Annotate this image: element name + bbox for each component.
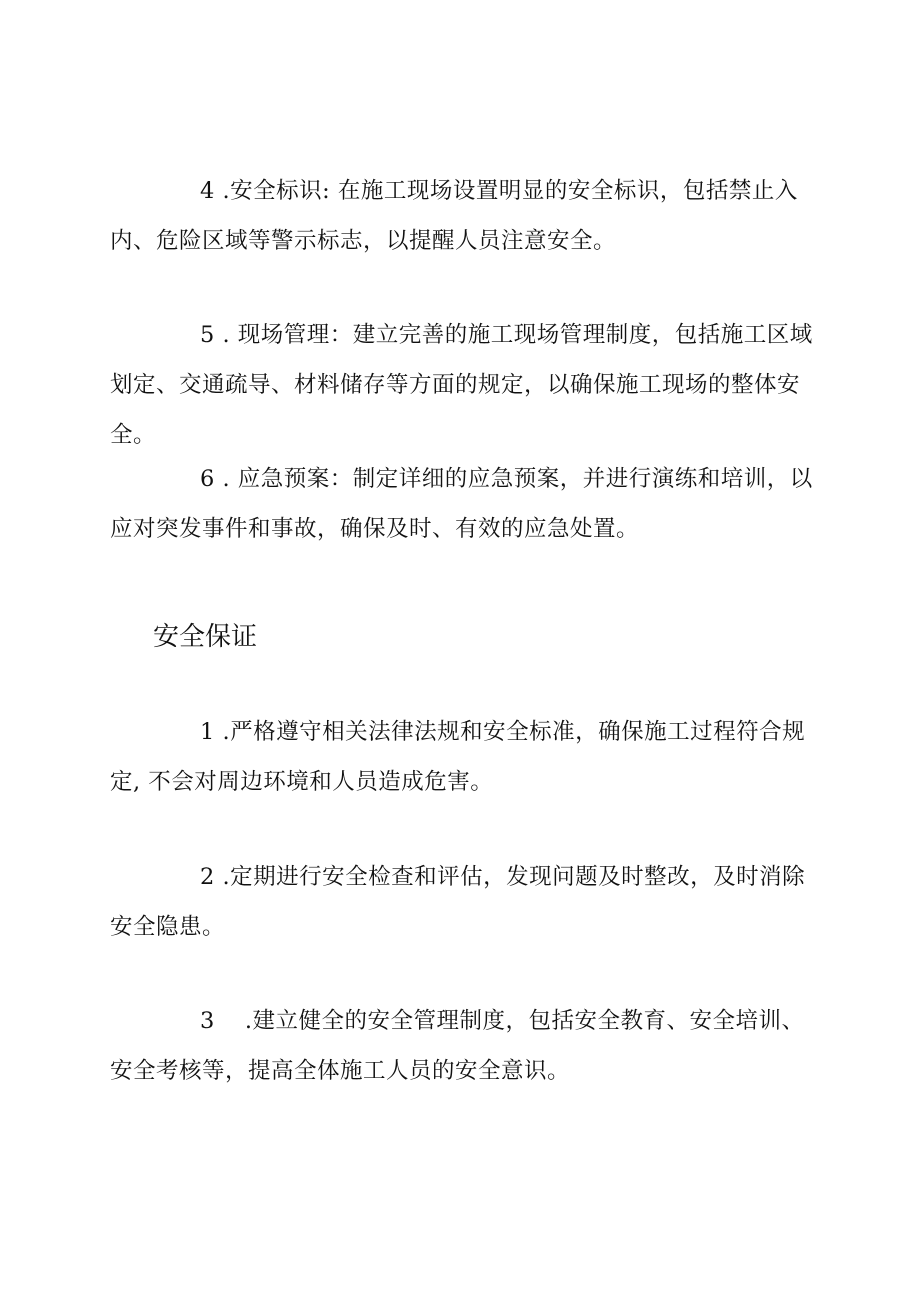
paragraph-item-5 bbox=[110, 310, 825, 460]
item-text: . 应急预案：制定详细的应急预案，并进行演练和培训，以应对突发事件和事故，确保及时、有效的应急处置。 bbox=[110, 466, 813, 542]
item-number: 2 bbox=[200, 864, 215, 890]
paragraph-item-4 bbox=[110, 166, 825, 266]
item-number: 4 bbox=[200, 178, 215, 204]
item-text: .定期进行安全检查和评估，发现问题及时整改，及时消除安全隐患。 bbox=[110, 864, 806, 940]
item-text: .建立健全的安全管理制度，包括安全教育、安全培训、安全考核等，提高全体施工人员的安全意识。 bbox=[110, 1008, 805, 1084]
paragraph-item-6 bbox=[110, 454, 825, 554]
item-number: 1 bbox=[200, 719, 215, 745]
item-number: 6 bbox=[200, 466, 215, 492]
paragraph-guarantee-1 bbox=[110, 707, 825, 807]
item-number: 5 bbox=[200, 322, 215, 348]
paragraph-guarantee-2 bbox=[110, 852, 825, 952]
paragraph-guarantee-3 bbox=[110, 996, 825, 1096]
item-text: .安全标识: 在施工现场设置明显的安全标识，包括禁止入内、危险区域等警示标志，以提醒人员注意安全。 bbox=[110, 178, 798, 254]
section-heading: 安全保证 bbox=[153, 622, 258, 652]
item-number: 3 bbox=[200, 1008, 215, 1034]
item-text: .严格遵守相关法律法规和安全标准，确保施工过程符合规定, 不会对周边环境和人员造成危害。 bbox=[110, 719, 806, 795]
item-text: . 现场管理：建立完善的施工现场管理制度，包括施工区域划定、交通疏导、材料储存等方面的规定，以确保施工现场的整体安全。 bbox=[110, 322, 813, 448]
